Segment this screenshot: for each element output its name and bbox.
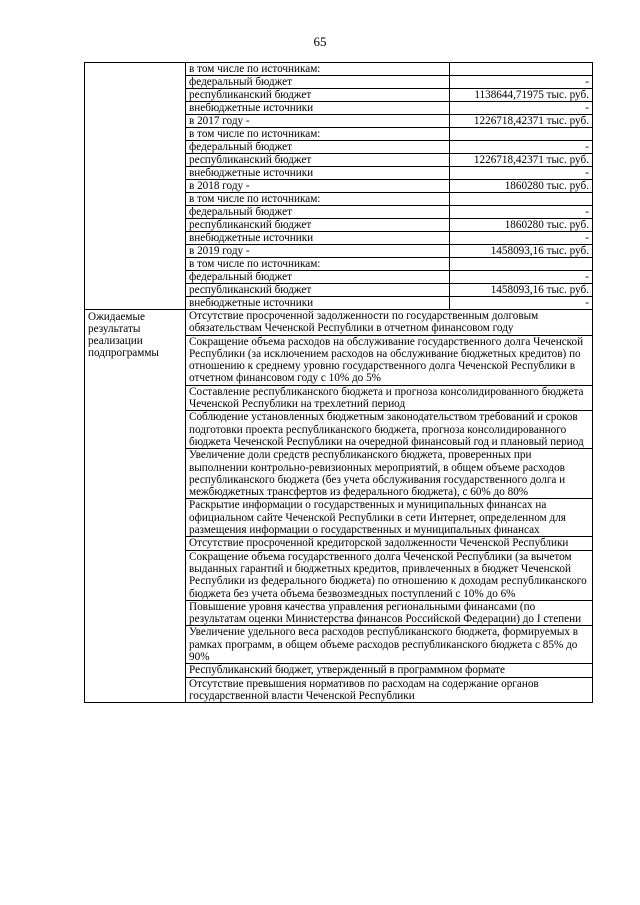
funding-row-value: 1226718,42371 тыс. руб.: [450, 154, 593, 167]
funding-row-value: [450, 128, 593, 141]
funding-row-value: -: [450, 76, 593, 89]
result-item: Отсутствие просроченной задолженности по государственным долговым обязательствам Чеченской Республики в отчетном финансовом году: [186, 310, 593, 336]
funding-row-value: -: [450, 271, 593, 284]
funding-row-text: республиканский бюджет: [186, 284, 450, 297]
funding-row-text: внебюджетные источники: [186, 232, 450, 245]
funding-row-text: в том числе по источникам:: [186, 128, 450, 141]
funding-row: [85, 63, 593, 76]
funding-row-text: в том числе по источникам:: [186, 63, 450, 76]
result-item: Сокращение объема расходов на обслуживание государственного долга Чеченской Республики (за исключением расходов на обслуживание бюджетных кредитов) по отношению к среднему уровню государственного долга Чеченской Республики в отчетном финансовом году с 10% до 5%: [186, 335, 593, 385]
funding-row-text: внебюджетные источники: [186, 102, 450, 115]
passport-table: [84, 62, 593, 703]
funding-row-text: федеральный бюджет: [186, 271, 450, 284]
funding-row-value: -: [450, 232, 593, 245]
funding-label-cell: [85, 63, 186, 310]
funding-row-text: в 2018 году -: [186, 180, 450, 193]
result-item: Сокращение объема государственного долга Чеченской Республики (за вычетом выданных гарантий и бюджетных кредитов, привлеченных в бюджет Чеченской Республики из федерального бюджета) по отношению к доходам республиканского бюджета без учета объема безвозмездных поступлений с 10% до 6%: [186, 550, 593, 600]
funding-row-value: [450, 193, 593, 206]
result-item: Отсутствие просроченной кредиторской задолженности Чеченской Республики: [186, 537, 593, 550]
funding-row-text: в том числе по источникам:: [186, 258, 450, 271]
result-item: Республиканский бюджет, утвержденный в программном формате: [186, 664, 593, 677]
results-label: Ожидаемые результаты реализации подпрограммы: [85, 310, 186, 703]
funding-row-text: внебюджетные источники: [186, 167, 450, 180]
funding-row-value: -: [450, 102, 593, 115]
result-item: Раскрытие информации о государственных и муниципальных финансах на официальном сайте Чеченской Республики в сети Интернет, определенном для размещения информации о государственных и муниципальных финансах: [186, 499, 593, 537]
funding-row-value: 1458093,16 тыс. руб.: [450, 245, 593, 258]
funding-section: [85, 63, 593, 310]
funding-row-text: федеральный бюджет: [186, 76, 450, 89]
result-item: Повышение уровня качества управления региональными финансами (по результатам оценки Министерства финансов Российской Федерации) до I степени: [186, 600, 593, 626]
funding-row-value: 1138644,71975 тыс. руб.: [450, 89, 593, 102]
funding-row-value: [450, 63, 593, 76]
funding-row-text: республиканский бюджет: [186, 219, 450, 232]
funding-row-text: в 2017 году -: [186, 115, 450, 128]
result-item: Увеличение доли средств республиканского бюджета, проверенных при выполнении контрольно-ревизионных мероприятий, в общем объеме расходов республиканского бюджета (без учета обслуживания государственного долга и межбюджетных трансфертов из федерального бюджета), с 60% до 80%: [186, 449, 593, 499]
result-item: Отсутствие превышения нормативов по расходам на содержание органов государственной власти Чеченской Республики: [186, 677, 593, 703]
funding-row-value: -: [450, 167, 593, 180]
funding-row-value: -: [450, 141, 593, 154]
result-item: Увеличение удельного веса расходов республиканского бюджета, формируемых в рамках программ, в общем объеме расходов республиканского бюджета с 85% до 90%: [186, 626, 593, 664]
funding-row-value: 1860280 тыс. руб.: [450, 219, 593, 232]
funding-row-value: -: [450, 297, 593, 310]
result-item: Составление республиканского бюджета и прогноза консолидированного бюджета Чеченской Республики на трехлетний период: [186, 385, 593, 411]
funding-row-text: федеральный бюджет: [186, 141, 450, 154]
funding-row-text: внебюджетные источники: [186, 297, 450, 310]
funding-row-text: в 2019 году -: [186, 245, 450, 258]
results-section: [85, 310, 593, 703]
funding-row-text: республиканский бюджет: [186, 154, 450, 167]
funding-row-value: 1860280 тыс. руб.: [450, 180, 593, 193]
funding-row-value: -: [450, 206, 593, 219]
funding-row-text: в том числе по источникам:: [186, 193, 450, 206]
funding-row-text: федеральный бюджет: [186, 206, 450, 219]
funding-row-value: 1226718,42371 тыс. руб.: [450, 115, 593, 128]
page-number: 65: [313, 34, 327, 49]
result-item: Соблюдение установленных бюджетным законодательством требований и сроков подготовки проекта республиканского бюджета, прогноза консолидированного бюджета Чеченской Республики на очередной финансовый год и плановый период: [186, 411, 593, 449]
result-row: [85, 310, 593, 336]
funding-row-value: [450, 258, 593, 271]
funding-row-value: 1458093,16 тыс. руб.: [450, 284, 593, 297]
funding-row-text: республиканский бюджет: [186, 89, 450, 102]
